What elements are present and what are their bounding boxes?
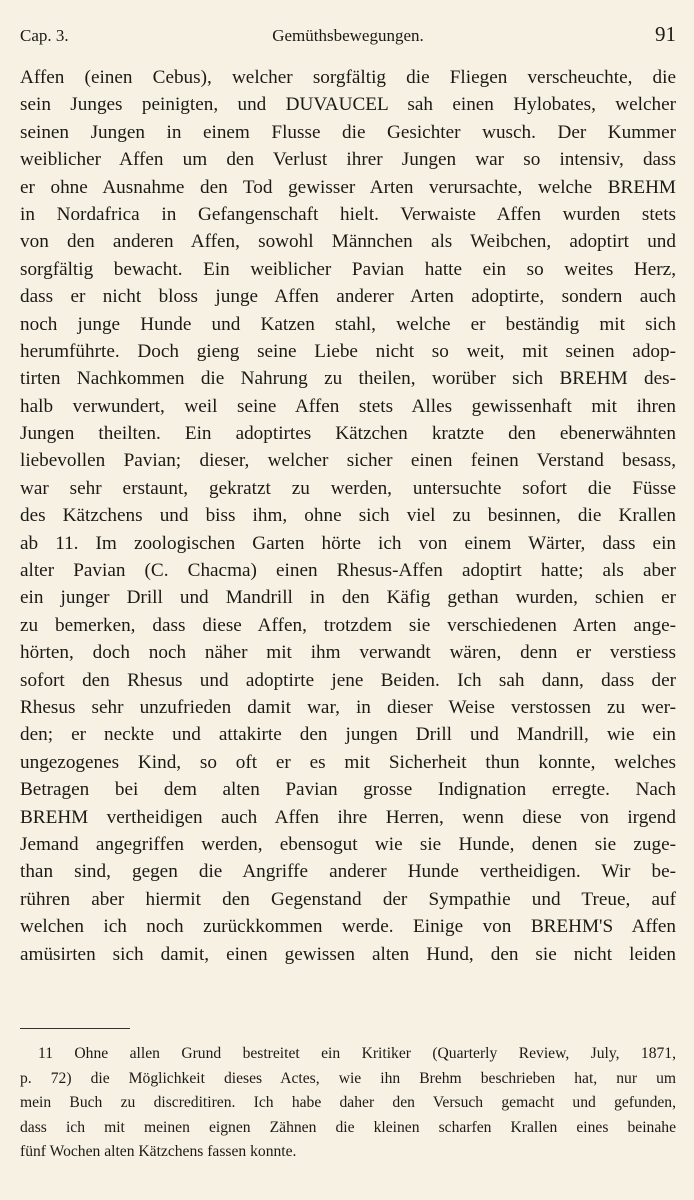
- text-line: rühren aber hiermit den Gegenstand der Sympathie und Treue, auf: [20, 888, 676, 910]
- text-line: noch junge Hunde und Katzen stahl, welche er beständig mit sich: [20, 313, 676, 335]
- text-line: weiblicher Affen um den Verlust ihrer Jungen war so intensiv, dass: [20, 149, 676, 171]
- text-line: von den anderen Affen, sowohl Männchen als Weibchen, adoptirt und: [20, 231, 676, 253]
- text-line: ab 11. Im zoologischen Garten hörte ich von einem Wärter, dass ein: [20, 532, 676, 554]
- text-line: BREHM vertheidigen auch Affen ihre Herren, wenn diese von irgend: [20, 806, 676, 828]
- text-line: in Nordafrica in Gefangenschaft hielt. Verwaiste Affen wurden stets: [20, 203, 676, 225]
- text-line: Betragen bei dem alten Pavian grosse Indignation erregte. Nach: [20, 779, 676, 801]
- chapter-label: Cap. 3.: [20, 26, 69, 45]
- footnote-line: fünf Wochen alten Kätzchens fassen konnte.: [20, 1143, 297, 1161]
- text-line: than sind, gegen die Angriffe anderer Hunde vertheidigen. Wir be-: [20, 861, 676, 883]
- text-line: des Kätzchens und biss ihm, ohne sich viel zu besinnen, die Krallen: [20, 505, 676, 527]
- text-line: sorgfältig bewacht. Ein weiblicher Pavian hatte ein so weites Herz,: [20, 258, 676, 280]
- footnote-line: mein Buch zu discreditiren. Ich habe daher den Versuch gemacht und gefunden,: [20, 1094, 676, 1112]
- text-line: tirten Nachkommen die Nahrung zu theilen, worüber sich BREHM des-: [20, 368, 676, 390]
- footnote-line: 11 Ohne allen Grund bestreitet ein Kritiker (Quarterly Review, July, 1871,: [38, 1045, 676, 1062]
- text-line: sofort den Rhesus und adoptirte jene Beiden. Ich sah dann, dass der: [20, 669, 676, 691]
- text-line: Affen (einen Cebus), welcher sorgfältig die Fliegen verscheuchte, die: [20, 67, 676, 88]
- text-line: liebevollen Pavian; dieser, welcher sicher einen feinen Verstand besass,: [20, 450, 676, 472]
- text-line: Rhesus sehr unzufrieden damit war, in dieser Weise verstossen zu wer-: [20, 696, 676, 718]
- text-line: halb verwundert, weil seine Affen stets Alles gewissenhaft mit ihren: [20, 395, 676, 417]
- text-line: hörten, doch noch näher mit ihm verwandt wären, denn er verstiess: [20, 642, 676, 664]
- footnote-line: p. 72) die Möglichkeit dieses Actes, wie ihn Brehm beschrieben hat, nur um: [20, 1069, 676, 1087]
- footnote-separator: [20, 1028, 130, 1029]
- text-line: sein Junges peinigten, und DUVAUCEL sah einen Hylobates, welcher: [20, 94, 676, 116]
- text-line: ungezogenes Kind, so oft er es mit Sicherheit thun konnte, welches: [20, 751, 676, 773]
- text-line: seinen Jungen in einem Flusse die Gesichter wusch. Der Kummer: [20, 121, 676, 143]
- footnote: [20, 1042, 676, 1165]
- text-line: alter Pavian (C. Chacma) einen Rhesus-Affen adoptirt hatte; als aber: [20, 560, 676, 582]
- text-line: herumführte. Doch gieng seine Liebe nicht so weit, mit seinen adop-: [20, 340, 676, 362]
- text-line: war sehr erstaunt, gekratzt zu werden, untersuchte sofort die Füsse: [20, 477, 676, 499]
- text-line: zu bemerken, dass diese Affen, trotzdem sie verschiedenen Arten ange-: [20, 614, 676, 636]
- text-line: den; er neckte und attakirte den jungen Drill und Mandrill, wie ein: [20, 724, 676, 746]
- text-line: er ohne Ausnahme den Tod gewisser Arten verursachte, welche BREHM: [20, 176, 676, 198]
- running-header: [20, 22, 676, 52]
- text-line: Jungen theilten. Ein adoptirtes Kätzchen kratzte den ebenerwähnten: [20, 423, 676, 445]
- text-line: amüsirten sich damit, einen gewissen alten Hund, den sie nicht leiden: [20, 943, 676, 965]
- text-line: dass er nicht bloss junge Affen anderer Arten adoptirte, sondern auch: [20, 286, 676, 308]
- body-text: [20, 64, 676, 968]
- text-line: Jemand angegriffen werden, ebensogut wie sie Hunde, denen sie zuge-: [20, 833, 676, 855]
- section-title: Gemüthsbewegungen.: [272, 26, 424, 45]
- text-line: ein junger Drill und Mandrill in den Käfig gethan wurden, schien er: [20, 587, 676, 609]
- text-line: welchen ich noch zurückkommen werde. Einige von BREHM'S Affen: [20, 916, 676, 938]
- page-number: 91: [655, 22, 676, 46]
- footnote-line: dass ich mit meinen eignen Zähnen die kleinen scharfen Krallen eines beinahe: [20, 1118, 676, 1136]
